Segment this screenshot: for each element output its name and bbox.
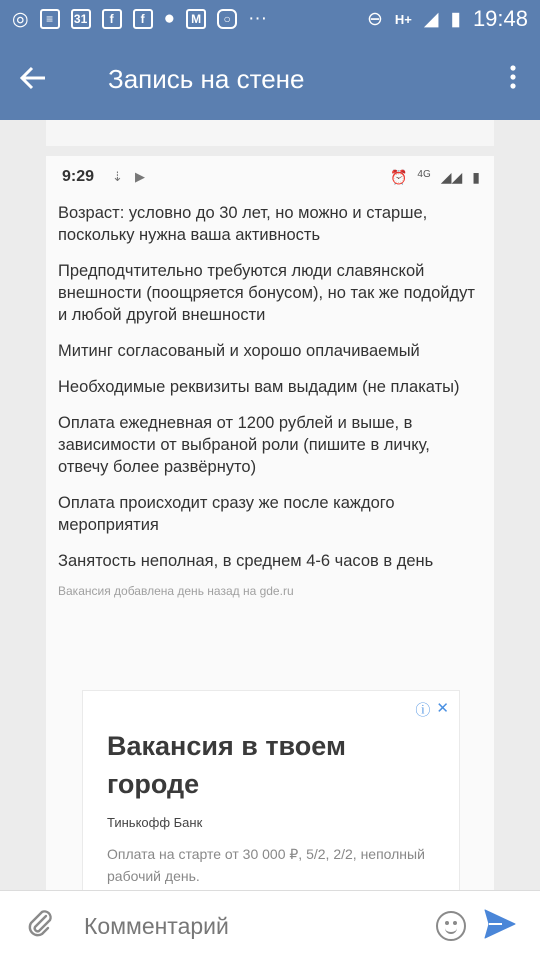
signal-icon: ◢ bbox=[423, 8, 439, 30]
inner-signal-icon: ◢◢ bbox=[440, 168, 463, 185]
system-icons bbox=[367, 6, 540, 32]
back-arrow-icon[interactable] bbox=[20, 61, 80, 98]
post-text bbox=[58, 202, 478, 598]
inner-time: 9:29 bbox=[62, 168, 95, 185]
page-title: Запись на стене bbox=[108, 63, 305, 94]
ad-headline: Вакансия в твоем городе bbox=[107, 731, 346, 799]
emoji-icon[interactable] bbox=[436, 911, 466, 941]
comment-bar bbox=[0, 890, 540, 961]
play-icon: ▶ bbox=[134, 169, 145, 184]
status-bar bbox=[0, 0, 540, 38]
facebook-icon: f bbox=[133, 9, 153, 29]
message-icon: ● bbox=[163, 8, 176, 29]
post-paragraph: Возраст: условно до 30 лет, но можно и старше, поскольку нужна ваша активность bbox=[58, 204, 428, 244]
news-icon: ≡ bbox=[40, 9, 60, 29]
notification-icons bbox=[0, 8, 267, 31]
clock: 19:48 bbox=[472, 6, 528, 31]
post-paragraph: Оплата происходит сразу же после каждого мероприятия bbox=[58, 494, 395, 534]
facebook-icon: f bbox=[102, 9, 122, 29]
battery-icon: ▮ bbox=[450, 8, 461, 30]
ad-text: Оплата на старте от 30 000 ₽, 5/2, 2/2, неполный рабочий день. bbox=[107, 846, 425, 884]
more-dots-icon: ··· bbox=[248, 8, 268, 29]
ad-brand: Тинькофф Банк bbox=[107, 815, 203, 830]
post-paragraph: Предподчтительно требуются люди славянской внешности (поощряется бонусом), но так же подойдут и любой другой внешности bbox=[58, 262, 475, 324]
post-paragraph: Митинг согласованый и хорошо оплачиваемый bbox=[58, 342, 420, 360]
card-top-edge bbox=[46, 120, 494, 146]
download-icon: ⇣ bbox=[112, 169, 123, 184]
chrome-icon: ◎ bbox=[12, 8, 29, 30]
calendar-icon: 31 bbox=[71, 9, 91, 29]
do-not-disturb-icon: ⊖ bbox=[366, 8, 383, 30]
alarm-icon: ⏰ bbox=[389, 168, 408, 185]
post-paragraph: Занятость неполная, в среднем 4-6 часов в день bbox=[58, 552, 434, 570]
post-source: Вакансия добавлена день назад на gde.ru bbox=[58, 584, 294, 598]
ad-close-icon[interactable]: ✕ bbox=[436, 700, 449, 717]
network-type: H+ bbox=[394, 11, 412, 27]
post-paragraph: Необходимые реквизиты вам выдадим (не плакаты) bbox=[58, 378, 460, 396]
post-image-screenshot[interactable] bbox=[46, 156, 494, 890]
gmail-icon: M bbox=[186, 9, 206, 29]
attach-icon[interactable] bbox=[26, 908, 62, 945]
send-icon[interactable] bbox=[484, 909, 516, 944]
inner-battery-icon: ▮ bbox=[472, 168, 480, 185]
inner-network-type: 4G bbox=[417, 168, 431, 180]
instagram-icon: ○ bbox=[217, 9, 237, 29]
more-vert-icon[interactable] bbox=[510, 65, 516, 94]
app-bar bbox=[0, 38, 540, 120]
ad-info-icon[interactable]: ⓘ bbox=[415, 702, 431, 719]
post-paragraph: Оплата ежедневная от 1200 рублей и выше, в зависимости от выбраной роли (пишите в личку, отвечу более развёрнуто) bbox=[58, 414, 430, 476]
wall-post-content bbox=[0, 120, 540, 890]
ad-banner[interactable] bbox=[82, 690, 460, 890]
inner-status-bar bbox=[46, 156, 494, 198]
comment-input[interactable] bbox=[82, 912, 386, 941]
